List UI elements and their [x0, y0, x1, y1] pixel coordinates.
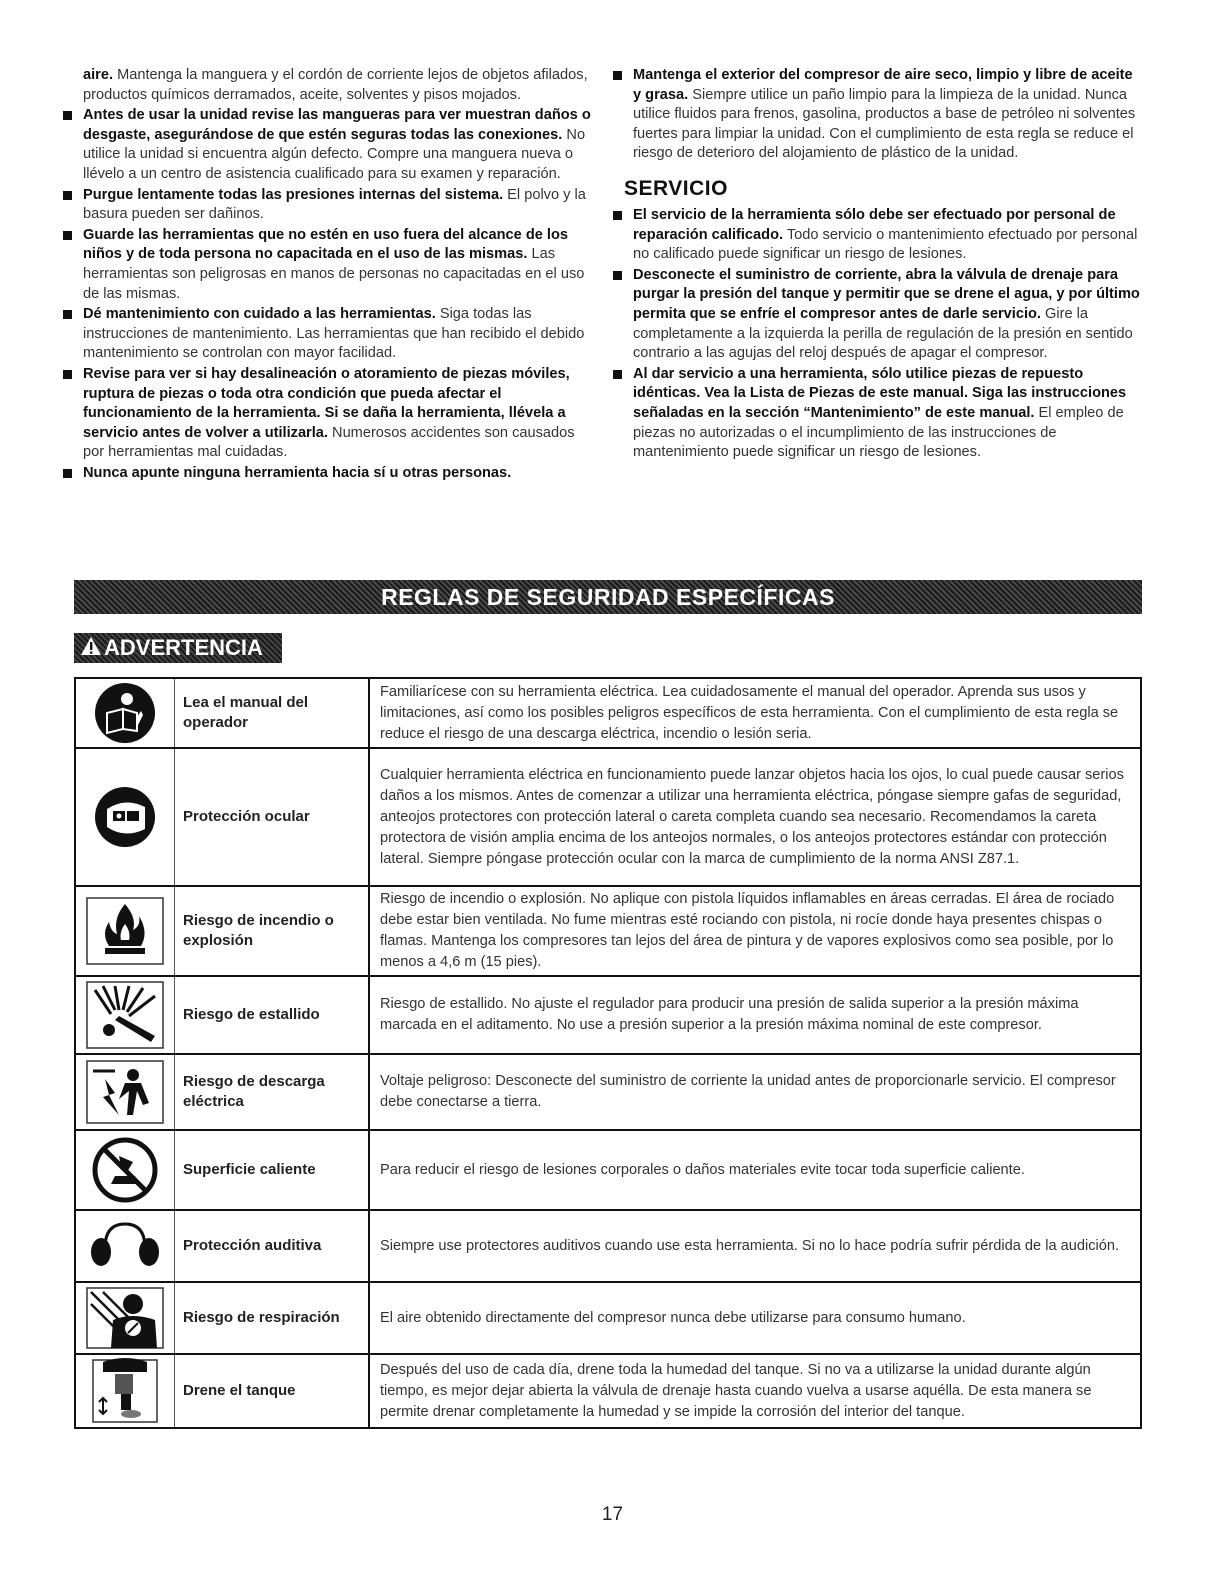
row-description: El aire obtenido directamente del compresor nunca debe utilizarse para consumo humano.	[380, 1309, 966, 1326]
warning-label	[74, 633, 282, 663]
row-title: Lea el manual del operador	[175, 679, 370, 747]
row-description: Para reducir el riesgo de lesiones corporales o daños materiales evite tocar toda superficie caliente.	[380, 1161, 1025, 1178]
service-heading: SERVICIO	[624, 176, 728, 200]
row-description: Riesgo de incendio o explosión. No aplique con pistola líquidos inflamables en áreas cerradas. El área de rociado debe estar bien ventilada. No fume mientras esté rociando con pistola, ni rocíe donde haya presentes chispas o flamas. Mantenga los compresores tan lejos del área de pintura y de vapores explosivos como sea posible, por lo menos a 4,6 m (15 pies).	[380, 891, 1115, 970]
section-banner: REGLAS DE SEGURIDAD ESPECÍFICAS	[74, 580, 1142, 614]
row-title: Riesgo de incendio o explosión	[175, 887, 370, 975]
rule-item: Purgue lentamente todas las presiones internas del sistema. El polvo y la basura pueden ser dañinos.	[74, 186, 594, 225]
row-description: Cualquier herramienta eléctrica en funcionamiento puede lanzar objetos hacia los ojos, lo cual puede causar serios daños a los mismos. Antes de comenzar a utilizar una herramienta eléctrica, póngase siempre gafas de seguridad, anteojos protectores con protección lateral o careta completa cuando sea necesario. Recomendamos la careta protectora de visión amplia encima de los anteojos normales, o los anteojos protectores estándar con protección lateral. Siempre póngase protección ocular con la marca de cumplimiento de la norma ANSI Z87.1.	[380, 766, 1124, 867]
row-title: Superficie caliente	[175, 1131, 370, 1209]
left-column	[74, 66, 594, 484]
table-row	[76, 679, 1140, 749]
rule-item: Mantenga el exterior del compresor de aire seco, limpio y libre de aceite y grasa. Siempre utilice un paño limpio para la limpieza de la unidad. Nunca utilice fluidos para frenos, gasolina, productos a base de petróleo ni solventes fuertes para limpiar la unidad. Con el cumplimiento de esta regla se reduce el riesgo de deterioro del alojamiento de plástico de la unidad.	[624, 66, 1144, 164]
table-row	[76, 1055, 1140, 1131]
row-title: Riesgo de respiración	[175, 1283, 370, 1353]
row-title: Riesgo de estallido	[175, 977, 370, 1053]
row-title: Riesgo de descarga eléctrica	[175, 1055, 370, 1129]
rule-item: Dé mantenimiento con cuidado a las herramientas. Siga todas las instrucciones de mantenimiento. Las herramientas que han recibido el debido mantenimiento se controlan con mayor facilidad.	[74, 305, 594, 364]
fire-hazard-icon	[76, 887, 175, 975]
safety-table	[74, 677, 1142, 1429]
row-description: Después del uso de cada día, drene toda la humedad del tanque. Si no va a utilizarse la unidad durante algún tiempo, es mejor dejar abierta la válvula de drenaje hasta cuando vuelva a usarse aquélla. De esta manera se permite drenar completamente la humedad y se impide la corrosión del interior del tanque.	[380, 1361, 1092, 1420]
row-description: Siempre use protectores auditivos cuando use esta herramienta. Si no lo hace podría sufrir pérdida de la audición.	[380, 1237, 1120, 1254]
rule-item: Antes de usar la unidad revise las mangueras para ver muestran daños o desgaste, asegurándose de que estén seguras todas las conexiones. No utilice la unidad si encuentra algún defecto. Compre una manguera nueva o llévelo a un centro de asistencia cualificado para su examen y reparación.	[74, 106, 594, 184]
rule-item: Desconecte el suministro de corriente, abra la válvula de drenaje para purgar la presión del tanque y permitir que se drene el agua, y por último permita que se enfríe el compresor antes de darle servicio. Gire la completamente a la izquierda la perilla de regulación de la presión en sentido contrario a las agujas del reloj después de apagar el compresor.	[624, 266, 1144, 364]
hot-surface-icon	[76, 1131, 175, 1209]
row-title: Protección ocular	[175, 749, 370, 885]
row-title: Protección auditiva	[175, 1211, 370, 1281]
row-description: Voltaje peligroso: Desconecte del suministro de corriente la unidad antes de proporcionarle servicio. El compresor debe conectarse a tierra.	[380, 1073, 1116, 1110]
warning-triangle-icon	[80, 634, 102, 664]
table-row	[76, 977, 1140, 1055]
eye-protection-icon	[76, 749, 175, 885]
right-column	[624, 66, 1144, 464]
table-row	[76, 1131, 1140, 1211]
table-row	[76, 1355, 1140, 1427]
table-row	[76, 1283, 1140, 1355]
page-number: 17	[601, 1504, 624, 1525]
rule-item: El servicio de la herramienta sólo debe ser efectuado por personal de reparación calificado. Todo servicio o mantenimiento efectuado por personal no calificado puede significar un riesgo de lesiones.	[624, 206, 1144, 265]
row-title: Drene el tanque	[175, 1355, 370, 1427]
drain-tank-icon	[76, 1355, 175, 1427]
breathing-hazard-icon	[76, 1283, 175, 1353]
row-description: Familiarícese con su herramienta eléctrica. Lea cuidadosamente el manual del operador. Aprenda sus usos y limitaciones, así como los posibles peligros específicos de esta herramienta. Con el cumplimiento de esta regla se reduce el riesgo de una descarga eléctrica, incendio o lesión seria.	[380, 683, 1119, 742]
warning-text: ADVERTENCIA	[104, 635, 263, 660]
table-row	[76, 1211, 1140, 1283]
rule-item: Al dar servicio a una herramienta, sólo utilice piezas de repuesto idénticas. Vea la Lista de Piezas de este manual. Siga las instrucciones señaladas en la sección “Mantenimiento” de este manual. El empleo de piezas no autorizadas o el incumplimiento de las instrucciones de mantenimiento puede significar un riesgo de lesiones.	[624, 365, 1144, 463]
table-row	[76, 749, 1140, 887]
electric-shock-icon	[76, 1055, 175, 1129]
rule-item: Nunca apunte ninguna herramienta hacia sí u otras personas.	[74, 464, 594, 484]
read-manual-icon	[76, 679, 175, 747]
burst-hazard-icon	[76, 977, 175, 1053]
rule-item: Revise para ver si hay desalineación o atoramiento de piezas móviles, ruptura de piezas o toda otra condición que pueda afectar el funcionamiento de la herramienta. Si se daña la herramienta, llévela a servicio antes de volver a utilizarla. Numerosos accidentes son causados por herramientas mal cuidadas.	[74, 365, 594, 463]
row-description: Riesgo de estallido. No ajuste el regulador para producir una presión de salida superior a la presión máxima marcada en el aditamento. No use a presión superior a la presión máxima nominal de este compresor.	[380, 996, 1079, 1033]
table-row	[76, 887, 1140, 977]
hearing-protection-icon	[76, 1211, 175, 1281]
rule-item: Guarde las herramientas que no estén en uso fuera del alcance de los niños y de toda persona no capacitada en el uso de las mismas. Las herramientas son peligrosas en manos de personas no capacitadas en el uso de las mismas.	[74, 226, 594, 304]
rule-item: aire. Mantenga la manguera y el cordón de corriente lejos de objetos afilados, productos químicos derramados, aceite, solventes y pisos mojados.	[83, 67, 588, 103]
